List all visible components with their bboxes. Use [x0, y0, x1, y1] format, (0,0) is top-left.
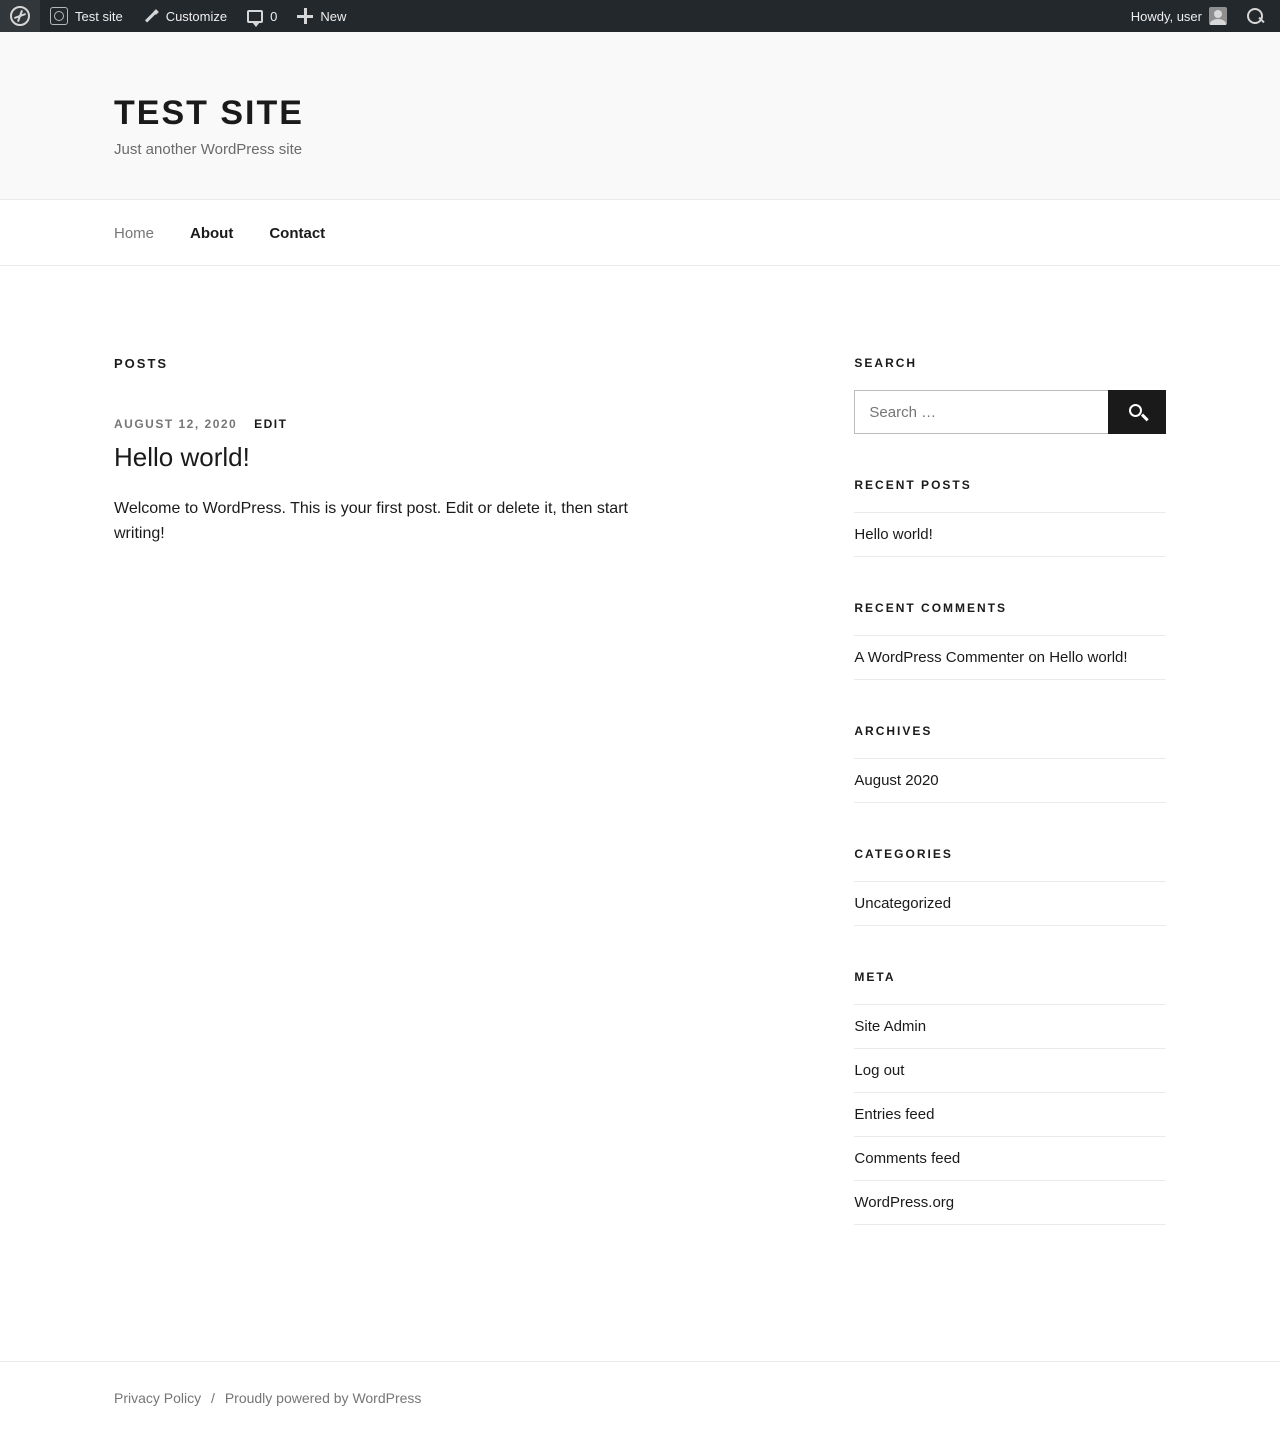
footer-credits [114, 1390, 1166, 1406]
archives-list [854, 758, 1166, 803]
comment-post-link[interactable]: Hello world! [1049, 649, 1128, 666]
nav-item-home[interactable]: Home [114, 224, 155, 242]
categories-list [854, 881, 1166, 926]
customize-link[interactable] [133, 0, 237, 32]
site-icon [50, 7, 68, 25]
site-header-inner [94, 32, 1186, 158]
howdy-label: Howdy, user [1130, 8, 1202, 24]
page-title [114, 32, 1166, 133]
post-article [114, 417, 668, 547]
search-icon [1129, 404, 1142, 417]
nav-items [114, 200, 1166, 266]
meta-link-site-admin[interactable]: Site Admin [854, 1018, 927, 1035]
admin-bar-search-button[interactable] [1237, 0, 1274, 32]
widget-title-meta: META [854, 970, 896, 984]
site-description: Just another WordPress site [114, 141, 303, 158]
widget-recent-posts [854, 478, 1166, 557]
list-item [854, 635, 1166, 680]
site-footer [0, 1361, 1280, 1434]
post-title [114, 441, 668, 474]
post-edit-link[interactable]: EDIT [254, 417, 288, 431]
search-form [854, 390, 1166, 434]
posts-heading: POSTS [114, 356, 169, 371]
footer-wrap [94, 1390, 1186, 1406]
my-account-menu[interactable] [1121, 0, 1237, 32]
meta-link-entries-feed[interactable]: Entries feed [854, 1106, 935, 1123]
post-excerpt: Welcome to WordPress. This is your first post. Edit or delete it, then start writing! [114, 499, 628, 543]
nav-item-contact[interactable]: Contact [269, 224, 326, 242]
category-link[interactable]: Uncategorized [854, 895, 952, 912]
powered-by-link[interactable]: Proudly powered by WordPress [224, 1390, 422, 1406]
post-content [114, 496, 668, 547]
list-item [854, 1181, 1166, 1225]
content-wrap [94, 266, 1186, 1269]
widget-title-archives: ARCHIVES [854, 724, 933, 738]
post-meta [114, 417, 668, 431]
sidebar [854, 356, 1166, 1269]
list-item [854, 758, 1166, 803]
archive-link[interactable]: August 2020 [854, 772, 939, 789]
meta-link-wordpress-org[interactable]: WordPress.org [854, 1194, 955, 1211]
primary-navigation [0, 200, 1280, 266]
site-name-label: Test site [75, 8, 123, 24]
admin-bar-right [1121, 0, 1280, 32]
recent-posts-list [854, 512, 1166, 557]
site-name-menu[interactable] [40, 0, 133, 32]
widget-recent-comments [854, 601, 1166, 680]
widget-title-search: SEARCH [854, 356, 918, 370]
widget-meta [854, 970, 1166, 1225]
widget-categories [854, 847, 1166, 926]
meta-link-comments-feed[interactable]: Comments feed [854, 1150, 961, 1167]
post-date-link[interactable]: AUGUST 12, 2020 [114, 417, 238, 431]
widget-archives [854, 724, 1166, 803]
avatar [1209, 7, 1227, 25]
recent-comments-list [854, 635, 1166, 680]
search-submit-button[interactable] [1108, 390, 1166, 434]
list-item [854, 1137, 1166, 1181]
comments-count: 0 [270, 8, 278, 24]
meta-list [854, 1004, 1166, 1225]
content-area [114, 266, 1166, 1269]
widget-title-recent-posts: RECENT POSTS [854, 478, 972, 492]
list-item [854, 1004, 1166, 1049]
privacy-policy-link[interactable]: Privacy Policy [114, 1390, 202, 1406]
widget-title-recent-comments: RECENT COMMENTS [854, 601, 1008, 615]
wordpress-logo-icon [10, 6, 30, 26]
customize-label: Customize [165, 8, 228, 24]
nav-wrap [94, 200, 1186, 266]
nav-item-about[interactable]: About [190, 224, 234, 242]
widget-title-categories: CATEGORIES [854, 847, 953, 861]
search-input[interactable] [854, 390, 1108, 434]
admin-bar [0, 0, 1280, 32]
admin-bar-left [0, 0, 356, 32]
meta-link-log-out[interactable]: Log out [854, 1062, 905, 1079]
main-content [114, 356, 668, 547]
post-title-link[interactable]: Hello world! [114, 442, 250, 472]
search-icon [1247, 8, 1264, 25]
comment-on-label: on [1028, 649, 1046, 666]
comment-bubble-icon [247, 10, 263, 23]
comments-link[interactable] [237, 0, 287, 32]
list-item [854, 1049, 1166, 1093]
recent-post-link[interactable]: Hello world! [854, 526, 933, 543]
new-content-menu[interactable] [287, 0, 356, 32]
list-item [854, 881, 1166, 926]
wordpress-logo-menu[interactable] [0, 0, 40, 32]
widget-search [854, 356, 1166, 434]
list-item [854, 1093, 1166, 1137]
list-item [854, 512, 1166, 557]
site-title-link[interactable]: TEST SITE [114, 94, 304, 132]
comment-author-link[interactable]: A WordPress Commenter [854, 649, 1025, 666]
footer-separator: / [211, 1390, 215, 1406]
new-label: New [320, 8, 347, 24]
plus-icon [297, 8, 313, 24]
site-header [0, 32, 1280, 200]
pencil-icon [143, 8, 159, 24]
